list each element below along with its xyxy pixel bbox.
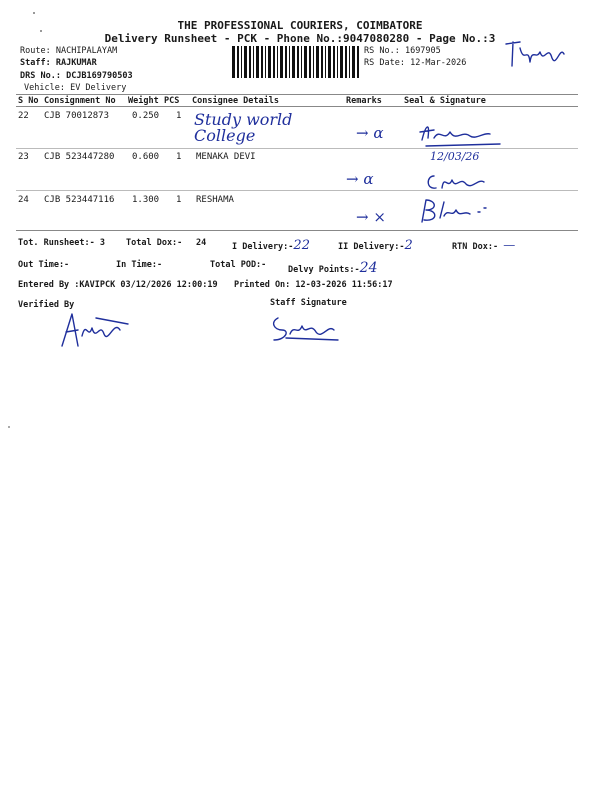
in-time-label: In Time:-	[116, 260, 163, 270]
rs-no-label: RS No.:	[364, 46, 400, 56]
barcode-bar	[244, 46, 247, 78]
verified-by-label: Verified By	[18, 300, 75, 310]
barcode-bar	[333, 46, 335, 78]
barcode-bar	[261, 46, 263, 78]
barcode-bar	[345, 46, 347, 78]
col-sno: S No	[18, 96, 39, 106]
route-value: NACHIPALAYAM	[55, 46, 118, 56]
row-consignee: RESHAMA	[196, 195, 234, 205]
speck	[33, 12, 35, 14]
rs-no-value: 1697905	[404, 46, 441, 56]
barcode-bar	[297, 46, 299, 78]
row-consignee: MENAKA DEVI	[196, 152, 256, 162]
delvy-points-label: Delvy Points:-	[288, 265, 360, 275]
col-weight: Weight	[128, 96, 159, 106]
i-delivery-value: 22	[293, 238, 310, 253]
staff-signature-label: Staff Signature	[270, 298, 347, 308]
barcode	[232, 46, 360, 78]
delivery-signature	[416, 118, 506, 152]
row-weight: 0.250	[132, 111, 160, 121]
total-pod-label: Total POD:-	[210, 260, 267, 270]
barcode-bar	[340, 46, 343, 78]
total-dox	[126, 238, 182, 248]
total-dox-label: Total Dox:-	[126, 238, 183, 248]
barcode-bar	[325, 46, 326, 78]
barcode-bar	[280, 46, 283, 78]
col-seal-signature: Seal & Signature	[404, 96, 486, 106]
row-consignment: CJB 523447280	[44, 152, 115, 162]
vehicle-value: EV Delivery	[70, 83, 127, 93]
barcode-bar	[249, 46, 251, 78]
row-weight: 0.600	[132, 152, 160, 162]
barcode-bar	[253, 46, 254, 78]
barcode-bar	[237, 46, 239, 78]
total-runsheet-label: Tot. Runsheet:-	[18, 238, 95, 248]
barcode-bar	[357, 46, 359, 78]
barcode-bar	[256, 46, 259, 78]
col-consignment: Consignment No	[44, 96, 116, 106]
barcode-bar	[285, 46, 287, 78]
handwritten-consignee: Study world College	[194, 110, 293, 145]
barcode-bar	[301, 46, 302, 78]
barcode-bar	[352, 46, 355, 78]
col-consignee: Consignee Details	[192, 96, 279, 106]
staff-line	[20, 58, 97, 68]
row-sno: 24	[18, 195, 29, 205]
company-title: THE PROFESSIONAL COURIERS, COIMBATORE	[177, 19, 423, 32]
drs-line	[20, 71, 133, 81]
staff-signature	[268, 310, 348, 346]
barcode-bar	[277, 46, 278, 78]
barcode-bar	[289, 46, 290, 78]
remark-mark: → α	[356, 124, 384, 142]
remark-mark: → ×	[356, 208, 386, 226]
barcode-bar	[268, 46, 271, 78]
total-runsheet-value: 3	[99, 238, 106, 248]
delivery-signature	[414, 196, 494, 226]
rs-date-value: 12-Mar-2026	[410, 58, 467, 68]
staff-label: Staff:	[20, 58, 51, 68]
barcode-bar	[265, 46, 266, 78]
barcode-bar	[309, 46, 311, 78]
barcode-bar	[316, 46, 319, 78]
speck	[40, 30, 42, 32]
remark-mark: → α	[346, 170, 374, 188]
staff-value: RAJKUMAR	[55, 58, 97, 68]
barcode-bar	[241, 46, 242, 78]
i-delivery	[232, 238, 310, 253]
delvy-points	[288, 260, 377, 276]
signature-date: 12/03/26	[430, 150, 480, 163]
route-label: Route:	[20, 46, 51, 56]
runsheet-subtitle: Delivery Runsheet - PCK - Phone No.:9047080280 - Page No.:3	[104, 32, 496, 45]
delvy-points-value: 24	[359, 260, 378, 276]
barcode-bar	[232, 46, 235, 78]
rtn-dox-value: —	[503, 238, 516, 252]
rtn-dox	[452, 238, 515, 252]
row-weight: 1.300	[132, 195, 160, 205]
rs-date-label: RS Date:	[364, 58, 405, 68]
vehicle-label: Vehicle:	[24, 83, 65, 93]
printed-on: Printed On: 12-03-2026 11:56:17	[234, 280, 393, 290]
barcode-bar	[349, 46, 350, 78]
col-remarks: Remarks	[346, 96, 382, 106]
drs-value: DCJB169790503	[66, 71, 133, 81]
row-consignment: CJB 523447116	[44, 195, 115, 205]
drs-label: DRS No.:	[20, 71, 61, 81]
barcode-bar	[321, 46, 323, 78]
rtn-dox-label: RTN Dox:-	[452, 242, 499, 252]
vehicle-line	[24, 83, 126, 93]
row-pcs: 1	[176, 111, 182, 121]
speck	[8, 426, 10, 428]
ii-delivery-value: 2	[404, 238, 413, 253]
row-pcs: 1	[176, 152, 182, 162]
verified-signature	[56, 306, 136, 356]
entered-by: Entered By :KAVIPCK 03/12/2026 12:00:19	[18, 280, 218, 290]
barcode-bar	[328, 46, 331, 78]
row-pcs: 1	[176, 195, 182, 205]
i-delivery-label: I Delivery:-	[232, 242, 294, 252]
barcode-bar	[313, 46, 314, 78]
col-pcs: PCS	[164, 96, 180, 106]
barcode-bar	[273, 46, 275, 78]
route-line	[20, 46, 117, 56]
row-consignment: CJB 70012873	[44, 111, 110, 121]
delivery-signature	[422, 168, 492, 196]
rs-no-line	[364, 46, 441, 56]
out-time-label: Out Time:-	[18, 260, 70, 270]
total-dox-value: 24	[196, 238, 207, 248]
barcode-bar	[304, 46, 307, 78]
header-signature	[500, 34, 570, 76]
ii-delivery-label: II Delivery:-	[338, 242, 405, 252]
rs-date-line	[364, 58, 466, 68]
barcode-bar	[337, 46, 338, 78]
total-runsheet	[18, 238, 105, 248]
barcode-bar	[292, 46, 295, 78]
row-sno: 23	[18, 152, 29, 162]
row-sno: 22	[18, 111, 29, 121]
ii-delivery	[338, 238, 413, 253]
